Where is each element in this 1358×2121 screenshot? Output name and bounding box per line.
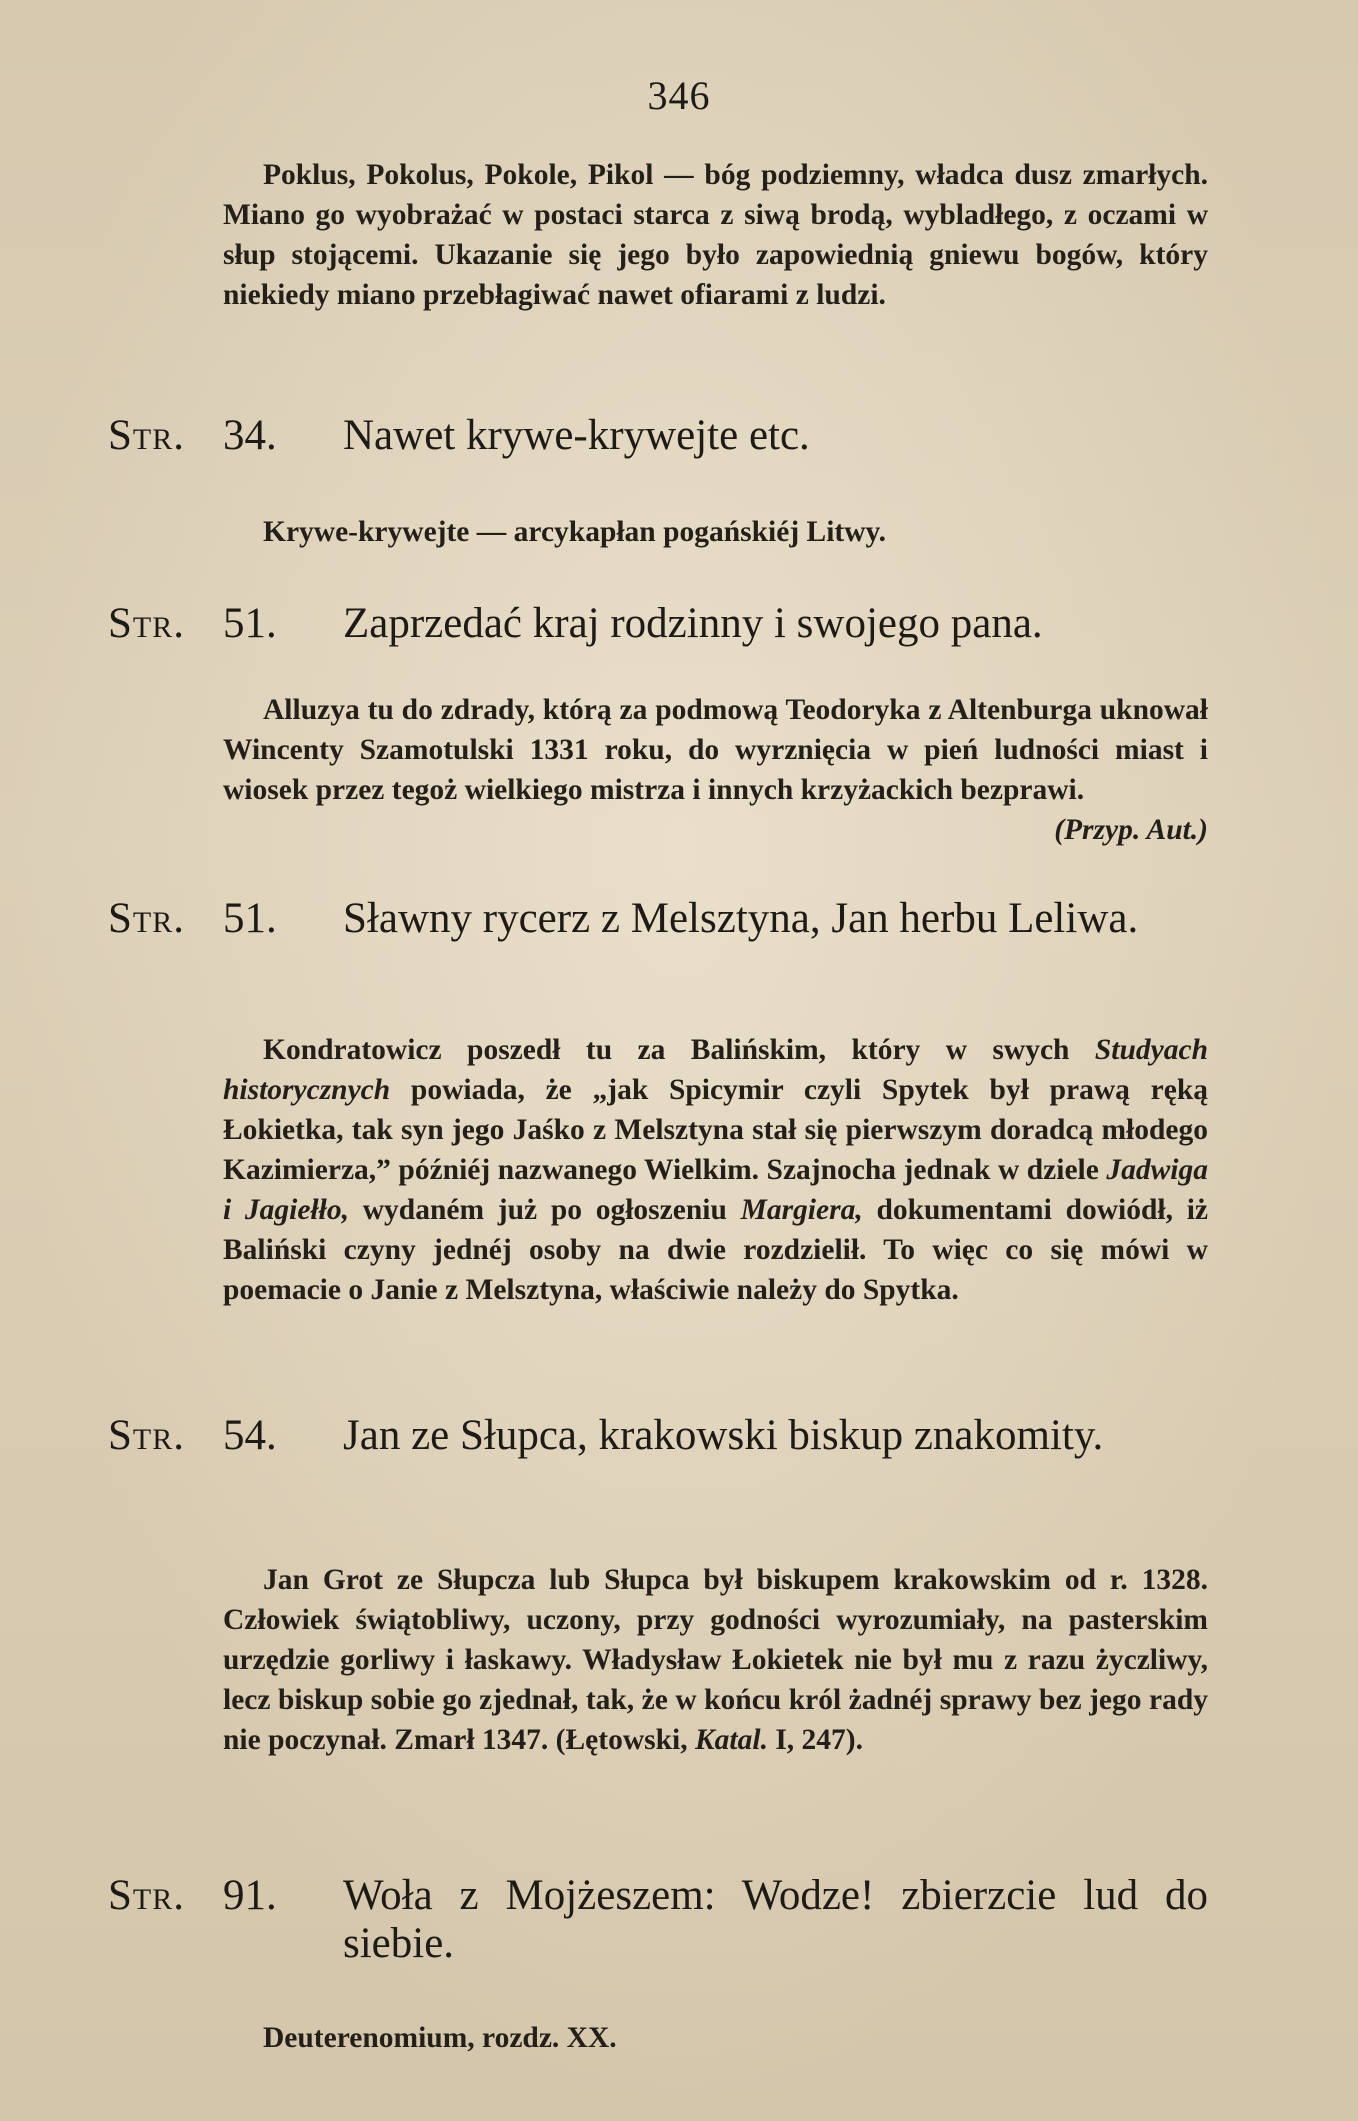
entry-str-label: Str.	[108, 600, 185, 647]
entry-title: Jan ze Słupca, krakowski biskup znakomity.	[343, 1412, 1104, 1459]
entry-note-block	[108, 1030, 1208, 1310]
entry-note-block	[108, 2018, 1208, 2058]
entry-str-34	[108, 412, 1208, 460]
entry-title: Nawet krywe-krywejte etc.	[343, 412, 810, 459]
entry-note-text: powiada, że „jak Spicymir czyli Spytek był prawą ręką Łokietka, tak syn jego Jaśko z Melsztyna stał się pierwszym doradcą młodego Kazimierza,” późniéj nazwanego Wielkim. Szajnocha jednak w dziele	[223, 1074, 1208, 1186]
entry-str-51-b	[108, 895, 1208, 943]
entry-note-book-title: Katal.	[695, 1724, 768, 1756]
entry-heading	[108, 1412, 1208, 1460]
entry-note-text: wydaném już po ogłoszeniu	[349, 1194, 741, 1226]
entry-page-ref: 51.	[223, 895, 277, 942]
entry-note-attribution: (Przyp. Aut.)	[1054, 814, 1208, 846]
entry-title: Sławny rycerz z Melsztyna, Jan herbu Leliwa.	[343, 895, 1139, 942]
entry-page-ref: 34.	[223, 412, 277, 459]
entry-heading	[108, 412, 1208, 460]
entry-title: Zaprzedać kraj rodzinny i swojego pana.	[343, 600, 1043, 647]
intro-note-block	[108, 155, 1208, 315]
entry-note	[223, 1030, 1208, 1310]
entry-note-text: Jan Grot ze Słupcza lub Słupca był biskupem krakowskim od r. 1328. Człowiek świątobliwy, uczony, przy godności wyrozumiały, na pasterskim urzędzie gorliwy i łaskawy. Władysław Łokietek nie był mu z razu życzliwy, lecz biskup sobie go zjednał, tak, że w końcu król żadnéj sprawy bez jego rady nie poczynał. Zmarł 1347. (Łętowski,	[223, 1564, 1208, 1756]
entry-str-54	[108, 1412, 1208, 1460]
entry-str-51-a	[108, 600, 1208, 648]
entry-note-text: I, 247).	[767, 1724, 864, 1756]
entry-page-ref: 54.	[223, 1412, 277, 1459]
entry-note-book-title: Jadwiga i Jagiełło,	[223, 1154, 1208, 1226]
entry-note-block	[108, 512, 1208, 552]
entry-note: Krywe-krywejte — arcykapłan pogańskiéj Litwy.	[263, 516, 887, 548]
intro-note: Poklus, Pokolus, Pokole, Pikol — bóg podziemny, władca dusz zmarłych. Miano go wyobrażać w postaci starca z siwą brodą, wybladłego, z oczami w słup stojącemi. Ukazanie się jego było zapowiednią gniewu bogów, który niekiedy miano przebłagiwać nawet ofiarami z ludzi.	[223, 159, 1208, 311]
entry-str-label: Str.	[108, 895, 185, 942]
entry-heading	[108, 1872, 1208, 1968]
entry-str-label: Str.	[108, 1412, 185, 1459]
entry-note-book-title: Margiera,	[740, 1194, 863, 1226]
entry-note: Deuterenomium, rozdz. XX.	[263, 2022, 617, 2054]
entry-note-text: Kondratowicz poszedł tu za Balińskim, który w swych	[263, 1034, 1095, 1066]
entry-note-block	[108, 1560, 1208, 1760]
entry-note	[223, 1560, 1208, 1760]
entry-note	[223, 690, 1208, 846]
page-number: 346	[647, 73, 711, 118]
entry-page-ref: 51.	[223, 600, 277, 647]
entry-str-91	[108, 1872, 1208, 1968]
entry-note-text: dokumentami dowiódł, iż Baliński czyny jednéj osoby na dwie rozdzielił. To więc co się mówi w poemacie o Janie z Melsztyna, właściwie należy do Spytka.	[223, 1194, 1208, 1306]
entry-heading	[108, 895, 1208, 943]
entry-note-text: Alluzya tu do zdrady, którą za podmową Teodoryka z Altenburga uknował Wincenty Szamotulski 1331 roku, do wyrznięcia w pień ludności miast i wiosek przez tegoż wielkiego mistrza i innych krzyżackich bezprawi.	[223, 694, 1208, 806]
entry-heading	[108, 600, 1208, 648]
entry-note-block	[108, 690, 1208, 850]
entry-str-label: Str.	[108, 412, 185, 459]
entry-note-book-title: Studyach historycznych	[223, 1034, 1208, 1106]
entry-title: Woła z Mojżeszem: Wodze! zbierzcie lud do siebie.	[343, 1872, 1208, 1967]
entry-page-ref: 91.	[223, 1872, 277, 1919]
entry-str-label: Str.	[108, 1872, 185, 1919]
